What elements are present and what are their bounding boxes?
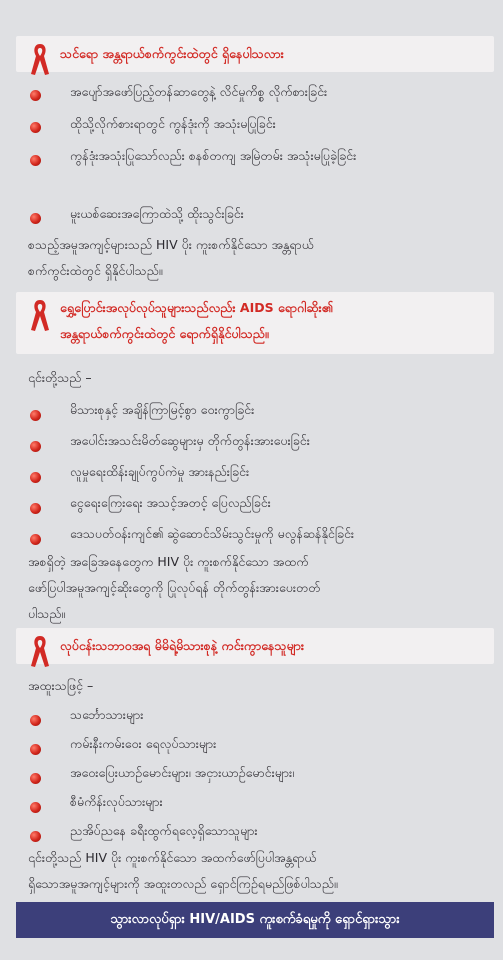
section2-item-2: အပေါင်းအသင်းမိတ်ဆွေများမှ တိုက်တွန်းအားပေးခြင်း (70, 433, 310, 448)
section1-header (16, 36, 494, 72)
section1-item-1: အပျော်အဖော်ပြည့်တန်ဆာတွေနဲ့ လိင်မှုကိစ္စ လိုက်စားခြင်း (70, 84, 328, 99)
footer-banner: သွားလာလုပ်ရှား HIV/AIDS ကူးစက်ခံရမှုကို ရှောင်ရှားသွား (16, 902, 494, 938)
red-ribbon-icon (28, 298, 52, 332)
bullet-icon (30, 410, 41, 421)
section3-note-line1: ၎င်းတို့သည် HIV ပိုး ကူးစက်နိုင်သော အထက်ဖော်ပြပါအန္တရာယ် (28, 850, 317, 865)
bullet-icon (30, 122, 41, 133)
section2-item-1: မိသားစုနှင့် အချိန်ကြာမြင့်စွာ ဝေးကွာခြင်း (70, 402, 255, 417)
bullet-icon (30, 715, 41, 726)
section3-item-3: အဝေးပြေးယာဉ်မောင်းများ၊ အငှားယာဉ်မောင်းများ၊ (70, 765, 295, 780)
bullet-icon (30, 472, 41, 483)
section3-header (16, 628, 494, 664)
section1-note-line1: စသည့်အမူအကျင့်များသည် HIV ပိုး ကူးစက်နိုင်သော အန္တရာယ် (28, 237, 314, 252)
section2-title-line2: အန္တရာယ်စက်ကွင်းထဲတွင် ရောက်ရှိနိုင်ပါသည်။ (60, 326, 269, 341)
section3-item-5: ညအိပ်ညနေ ခရီးထွက်ရလေ့ရှိသောသူများ (70, 823, 258, 838)
bullet-icon (30, 441, 41, 452)
section1-item-2: ထိုသို့လိုက်စားရာတွင် ကွန်ဒုံးကို အသုံးမပြုခြင်း (70, 116, 276, 131)
bullet-icon (30, 802, 41, 813)
section2-item-5: ဒေသပတ်ဝန်းကျင်၏ ဆွဲဆောင်သိမ်းသွင်းမှုကို မလွန်ဆန်နိုင်ခြင်း (70, 526, 355, 541)
section3-intro: အထူးသဖြင့် – (28, 678, 94, 693)
bullet-icon (30, 155, 41, 166)
red-ribbon-icon (28, 634, 52, 668)
section2-note-line3: ပါသည်။ (28, 606, 66, 621)
red-ribbon-icon (28, 42, 52, 76)
section1-item-4: မူးယစ်ဆေးအကြောထဲသို့ ထိုးသွင်းခြင်း (70, 206, 244, 221)
section2-item-4: ငွေရေးကြေးရေး အသင့်အတင့် ပြေလည်ခြင်း (70, 495, 271, 510)
bullet-icon (30, 503, 41, 514)
section2-note-line1: အစရှိတဲ့ အခြေအနေတွေက HIV ပိုး ကူးစက်နိုင်သော အထက် (28, 554, 309, 569)
section2-title-line1: ရွှေ့ပြောင်းအလုပ်လုပ်သူများသည်လည်း AIDS ရောဂါဆိုး၏ (60, 300, 333, 315)
section3-item-4: စီမံကိန်းလုပ်သားများ (70, 794, 163, 809)
section2-header (16, 292, 494, 354)
section1-item-3: ကွန်ဒုံးအသုံးပြုသော်လည်း စနစ်တကျ အမြဲတမ်း အသုံးမပြုခဲ့ခြင်း (70, 148, 357, 163)
section1-title: သင်ရော အန္တရာယ်စက်ကွင်းထဲတွင် ရှိနေပါသလား (60, 46, 284, 61)
section2-note-line2: ဖော်ပြပါအမူအကျင့်ဆိုးတွေကို ပြုလုပ်ရန် တိုက်တွန်းအားပေးတတ် (28, 580, 321, 595)
section2-intro: ၎င်းတို့သည် – (28, 370, 92, 385)
bullet-icon (30, 831, 41, 842)
section3-title: လုပ်ငန်းသဘာဝအရ မိမိရဲ့မိသားစုနဲ့ ကင်းကွာနေသူများ (60, 638, 305, 653)
section2-item-3: လူမှုရေးထိန်းချုပ်ကွပ်ကဲမှု အားနည်းခြင်း (70, 464, 250, 479)
bullet-icon (30, 773, 41, 784)
section3-note-line2: ရှိသောအမူအကျင့်များကို အထူးတလည် ရှောင်ကြဉ်ရမည်ဖြစ်ပါသည်။ (28, 876, 338, 891)
section3-item-2: ကမ်းနီးကမ်းဝေး ရေလုပ်သားများ (70, 736, 217, 751)
section1-note-line2: စက်ကွင်းထဲတွင် ရှိနိုင်ပါသည်။ (28, 263, 163, 278)
section3-item-1: သင်္ဘောသားများ (70, 707, 144, 722)
bullet-icon (30, 744, 41, 755)
bullet-icon (30, 213, 41, 224)
bullet-icon (30, 90, 41, 101)
bullet-icon (30, 534, 41, 545)
